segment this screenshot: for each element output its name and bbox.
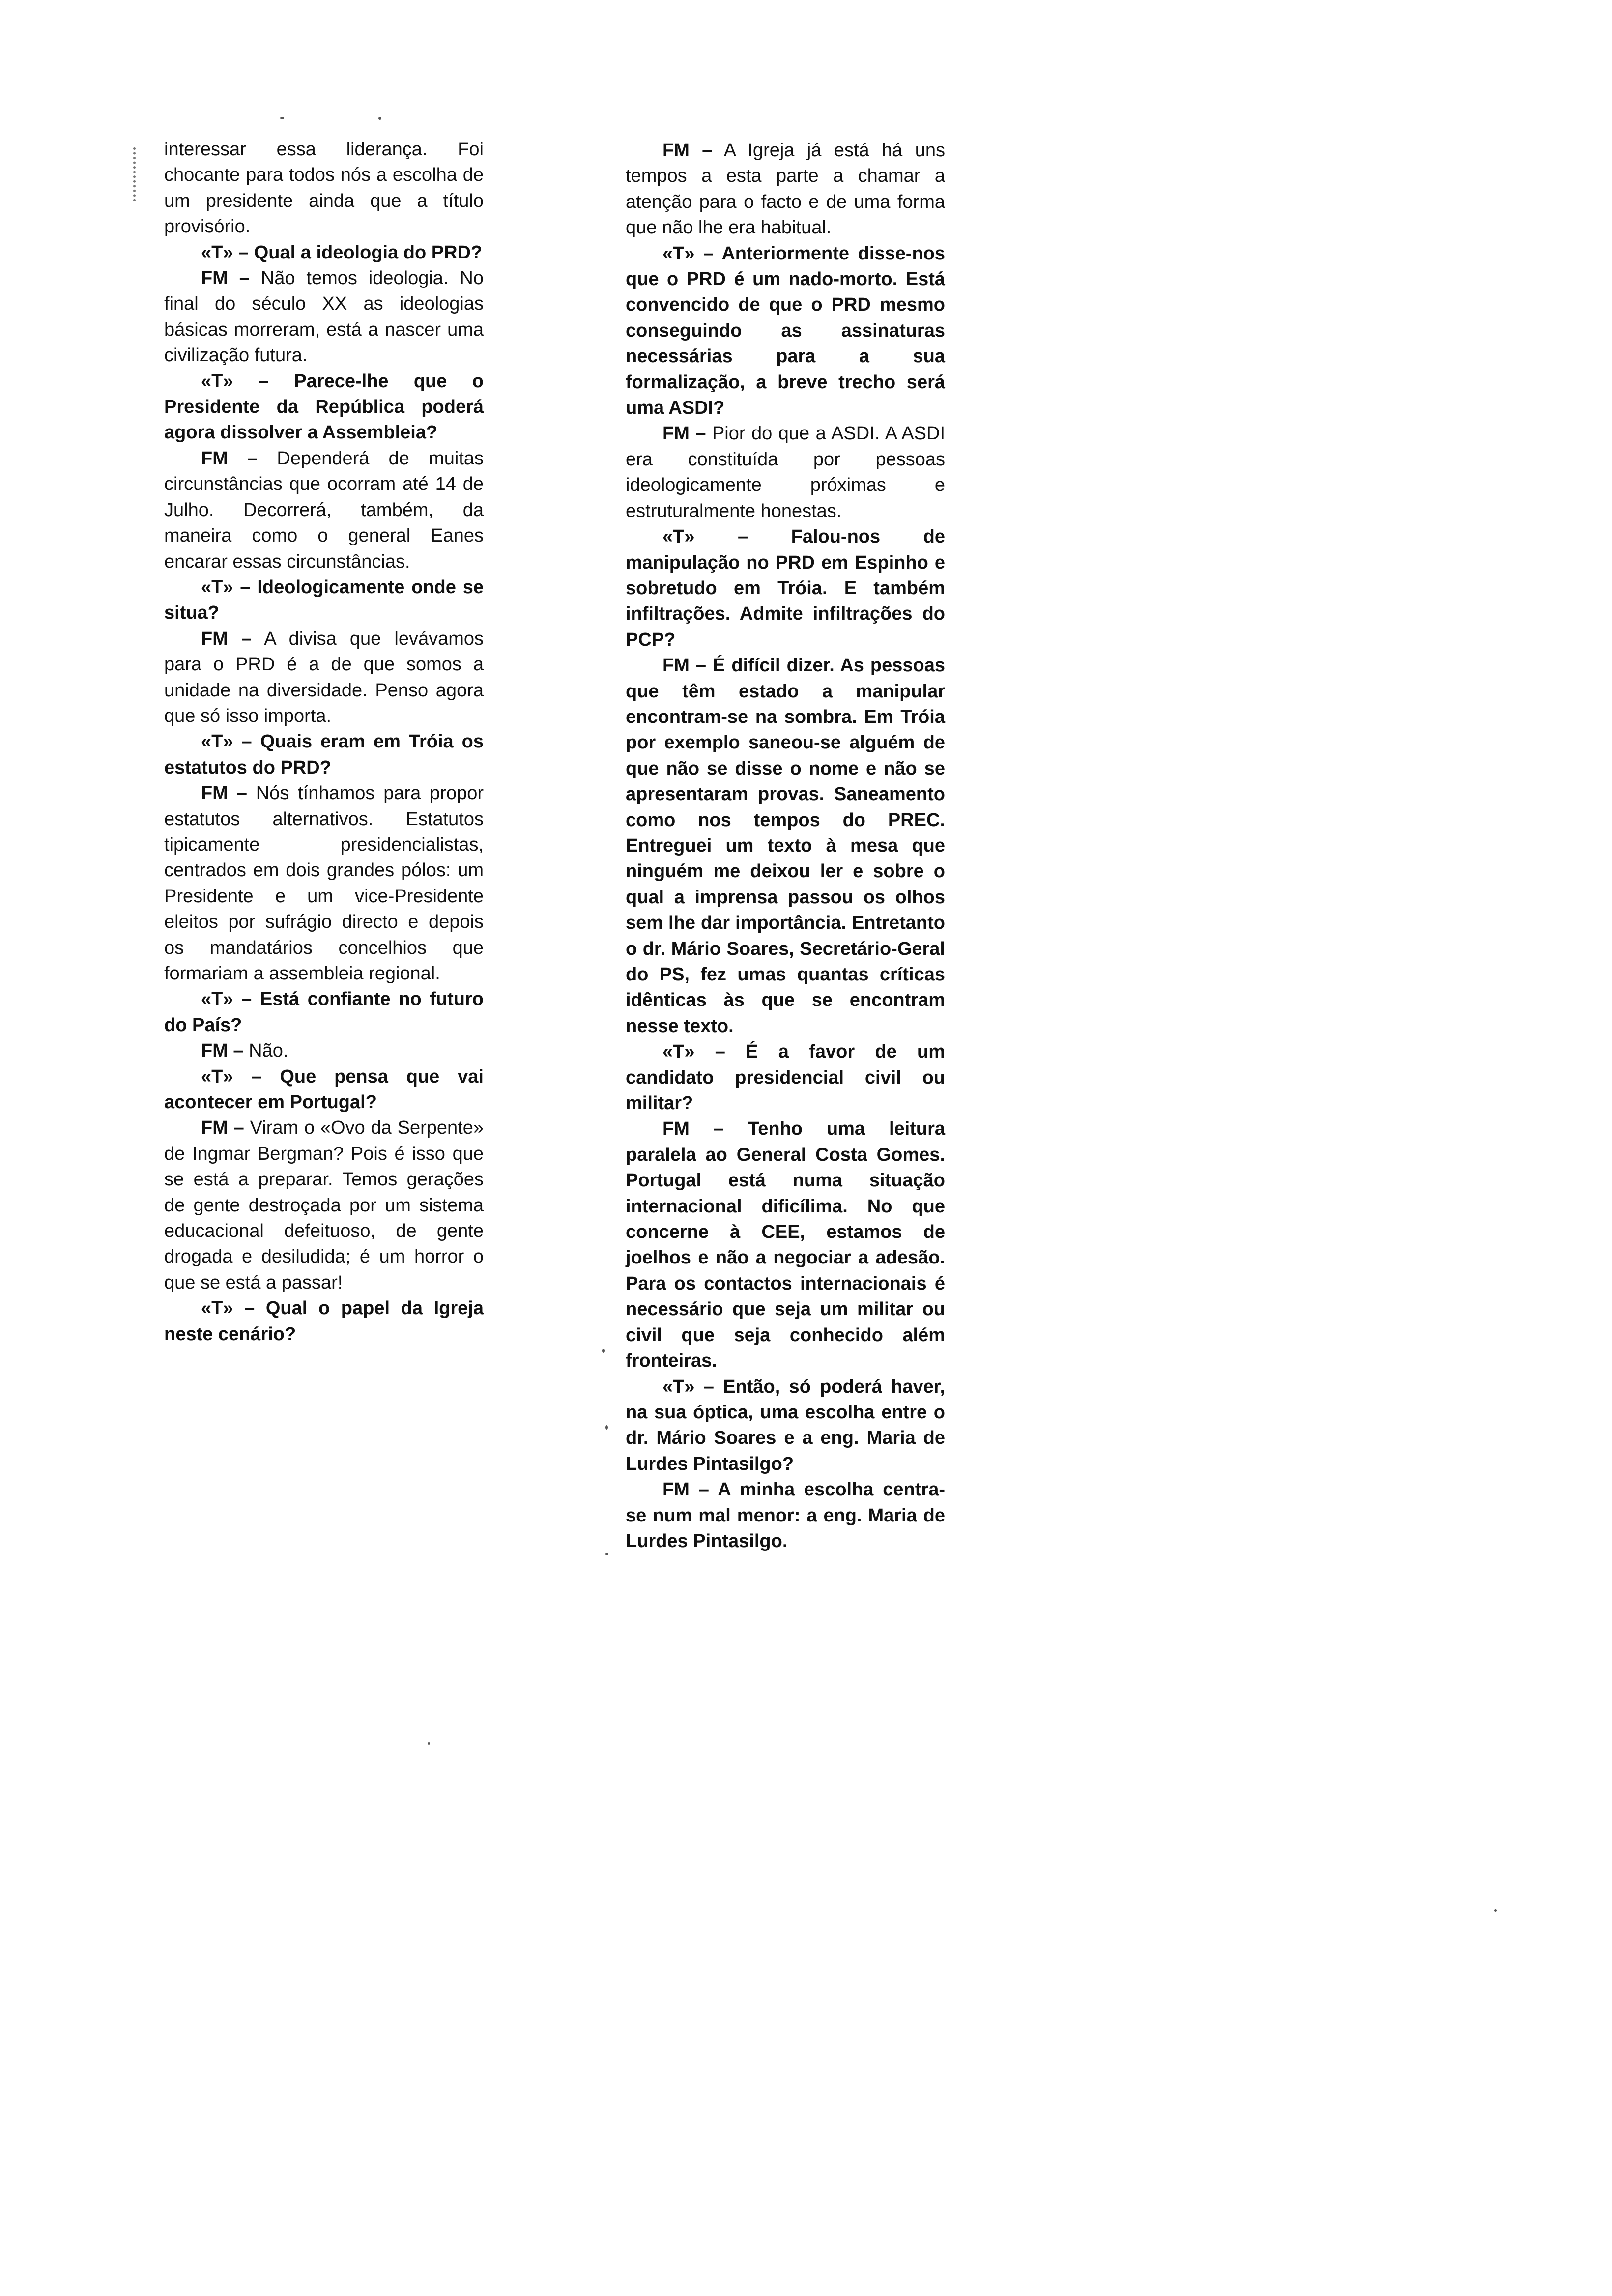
answer: FM – É difícil dizer. As pessoas que têm estado a manipular encontram-se na sombra. Em Tróia por exemplo saneou-se alguém de que não se disse o nome e não se apresentaram provas. Saneamento como nos tempos do PREC. Entreguei um texto à mesa que ninguém me deixou ler e sobre o qual a imprensa passou os olhos sem lhe dar importância. Entretanto o dr. Mário Soares, Secretário-Geral do PS, fez umas quantas críticas idênticas às que se encontram nesse texto.: [626, 655, 946, 1036]
question: «T» – Qual o papel da Igreja neste cenário?: [164, 1298, 484, 1345]
question: «T» – Quais eram em Tróia os estatutos do PRD?: [164, 731, 484, 778]
answer: FM – Dependerá de muitas circunstâncias que ocorram até 14 de Julho. Decorrerá, também, da maneira como o general Eanes encarar essas circunstâncias.: [164, 448, 484, 572]
speck-mark: [605, 1425, 608, 1430]
speck-mark: [428, 1742, 430, 1745]
question: «T» – Anteriormente disse-nos que o PRD é um nado-morto. Está convencido de que o PRD mesmo conseguindo as assinaturas necessárias para a sua formalização, a breve trecho será uma ASDI?: [626, 243, 945, 419]
question: «T» – Então, só poderá haver, na sua óptica, uma escolha entre o dr. Mário Soares e a eng. Maria de Lurdes Pintasilgo?: [626, 1376, 946, 1474]
speck-mark: [280, 117, 284, 119]
question: «T» – Parece-lhe que o Presidente da República poderá agora dissolver a Assembleia?: [164, 371, 484, 443]
speck-mark: [605, 1553, 608, 1555]
answer: FM – Viram o «Ovo da Serpente» de Ingmar Bergman? Pois é isso que se está a preparar. Temos gerações de gente destroçada por um sistema educacional defeituoso, de gente drogada e desiludida; é um horror o que se está a passar!: [164, 1118, 484, 1293]
question: «T» – Falou-nos de manipulação no PRD em Espinho e sobretudo em Tróia. E também infiltrações. Admite infiltrações do PCP?: [626, 526, 945, 650]
answer: FM – Não.: [201, 1040, 288, 1062]
margin-dots: [133, 147, 139, 201]
right-column: [626, 138, 945, 1554]
question: «T» – É a favor de um candidato presidencial civil ou militar?: [626, 1041, 946, 1114]
answer: FM – Pior do que a ASDI. A ASDI era constituída por pessoas ideologicamente próximas e estruturalmente honestas.: [626, 423, 945, 521]
question: «T» – Está confiante no futuro do País?: [164, 989, 484, 1035]
answer: FM – Nós tínhamos para propor estatutos alternativos. Estatutos tipicamente presidencialistas, centrados em dois grandes pólos: um Presidente e um vice-Presidente eleitos por sufrágio directo e depois os mandatários concelhios que formariam a assembleia regional.: [164, 783, 484, 984]
speck-mark: [378, 117, 381, 120]
question: «T» – Que pensa que vai acontecer em Portugal?: [164, 1066, 484, 1113]
speck-mark: [1494, 1909, 1497, 1912]
answer: FM – A minha escolha centra-se num mal menor: a eng. Maria de Lurdes Pintasilgo.: [626, 1479, 945, 1551]
answer: FM – Não temos ideologia. No final do século XX as ideologias básicas morreram, está a nascer uma civilização futura.: [164, 268, 484, 366]
answer: FM – A Igreja já está há uns tempos a esta parte a chamar a atenção para o facto e de uma forma que não lhe era habitual.: [626, 140, 945, 238]
answer: FM – A divisa que levávamos para o PRD é a de que somos a unidade na diversidade. Penso agora que só isso importa.: [164, 628, 484, 726]
speck-mark: [602, 1349, 605, 1353]
paragraph: interessar essa liderança. Foi chocante para todos nós a escolha de um presidente ainda que a título provisório.: [164, 139, 484, 237]
question: «T» – Ideologicamente onde se situa?: [164, 576, 484, 624]
left-column: [164, 137, 484, 1347]
question: «T» – Qual a ideologia do PRD?: [201, 242, 483, 263]
answer: FM – Tenho uma leitura paralela ao General Costa Gomes. Portugal está numa situação internacional dificílima. No que concerne à CEE, estamos de joelhos e não a negociar a adesão. Para os contactos internacionais é necessário que seja um militar ou civil que seja conhecido além fronteiras.: [626, 1119, 946, 1372]
